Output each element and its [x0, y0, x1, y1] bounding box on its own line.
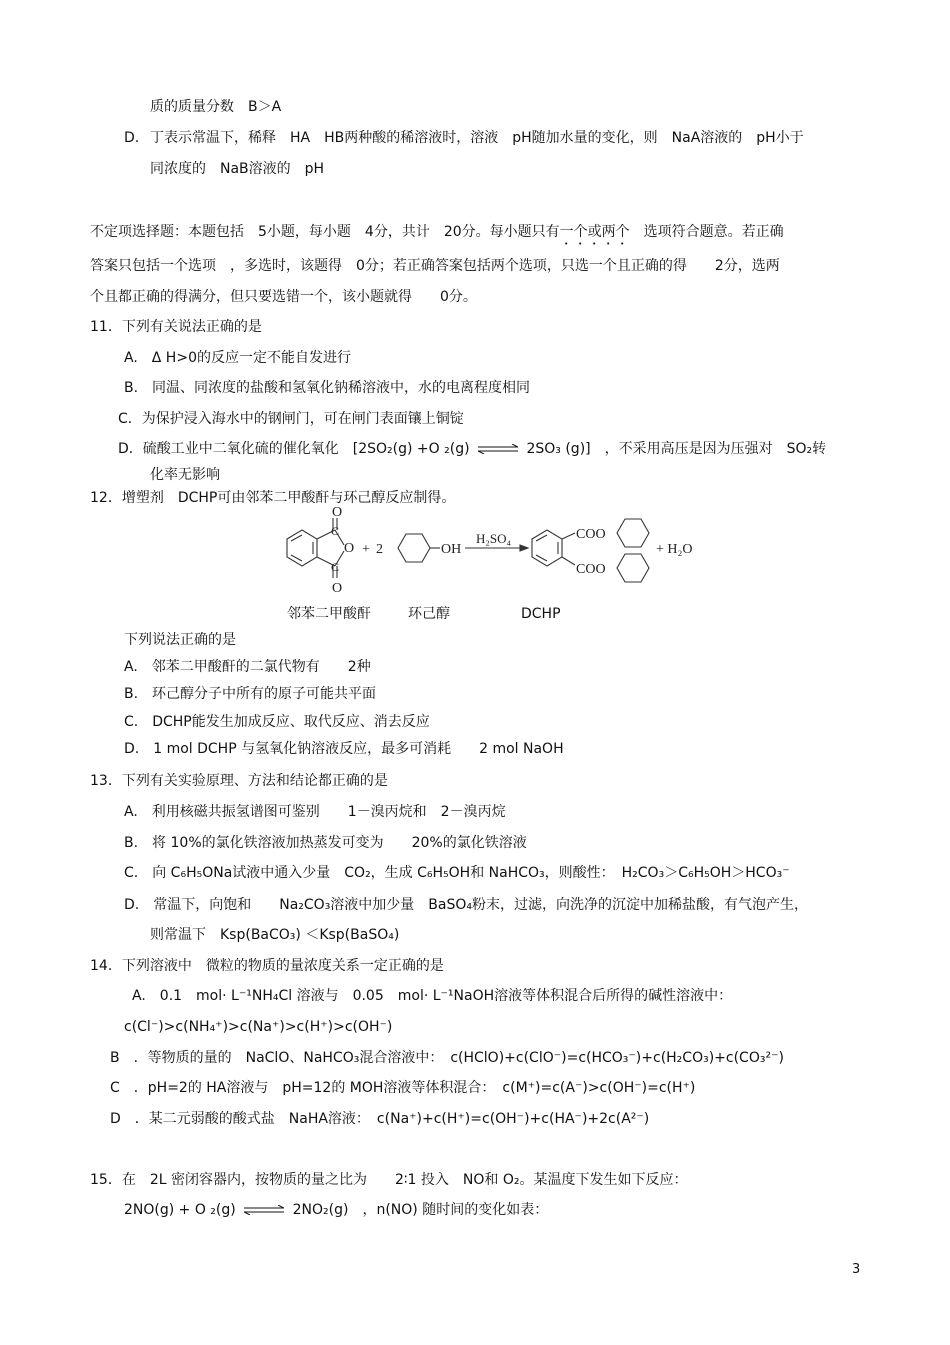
- prev-option-d-line2: 同浓度的 NaB溶液的 pH: [150, 161, 325, 177]
- q11-stem: 11．下列有关说法正确的是: [90, 319, 262, 335]
- q12-stem: 12．增塑剂 DCHP可由邻苯二甲酸酐与环己醇反应制得。: [90, 490, 456, 506]
- q11-option-a: A. Δ H>0的反应一定不能自发进行: [124, 350, 351, 366]
- q13-option-d-line2: 则常温下 Ksp(BaCO₃) ＜Ksp(BaSO₄): [150, 927, 400, 943]
- q13-option-d-line1: D. 常温下，向饱和 Na₂CO₃溶液中加少量 BaSO₄粉末，过滤，向洗净的沉淀中加稀盐酸，有气泡产生，: [124, 897, 809, 913]
- carbonyl-c-top: C: [331, 524, 340, 538]
- q15-eq-text-a: 2NO(g) + O ₂(g): [124, 1202, 236, 1218]
- label-anhydride: 邻苯二甲酸酐: [287, 606, 371, 622]
- ring-oxygen: O: [344, 541, 355, 556]
- instructions-emphasis: 一个或两个: [559, 224, 630, 240]
- carbonyl-c-bottom: C: [331, 560, 340, 574]
- instructions-line1: [90, 223, 784, 248]
- hydroxyl-group: OH: [441, 542, 462, 557]
- q15-eq-text-b: 2NO₂(g) ，n(NO) 随时间的变化如表：: [292, 1202, 549, 1218]
- ester-group-bottom: COO: [576, 562, 606, 577]
- instructions-line3: 个且都正确的得满分，但只要选错一个，该小题就得 0分。: [90, 289, 477, 305]
- q13-stem: 13．下列有关实验原理、方法和结论都正确的是: [90, 773, 388, 789]
- q13-option-a: A. 利用核磁共振氢谱图可鉴别 1－溴丙烷和 2－溴丙烷: [124, 804, 506, 820]
- q14-stem: 14．下列溶液中 微粒的物质的量浓度关系一定正确的是: [90, 958, 444, 974]
- q12-option-a: A. 邻苯二甲酸酐的二氯代物有 2种: [124, 659, 371, 675]
- q12-option-c: C. DCHP能发生加成反应、取代反应、消去反应: [124, 714, 430, 730]
- q14-option-b: B ．等物质的量的 NaClO、NaHCO₃混合溶液中： c(HClO)+c(ClO⁻)=c(HCO₃⁻)+c(H₂CO₃)+c(CO₃²⁻): [110, 1050, 784, 1066]
- q13-option-b: B. 将 10%的氯化铁溶液加热蒸发可变为 20%的氯化铁溶液: [124, 835, 527, 851]
- q12-sub-stem: 下列说法正确的是: [124, 632, 236, 648]
- q11-option-b: B. 同温、同浓度的盐酸和氢氧化钠稀溶液中，水的电离程度相同: [124, 380, 531, 396]
- label-product: DCHP: [521, 606, 561, 622]
- instructions-text-a: 不定项选择题：本题包括 5小题，每小题 4分，共计 20分。每小题只有: [90, 224, 560, 240]
- coefficient: 2: [376, 542, 383, 557]
- q14-option-d: D ．某二元弱酸的酸式盐 NaHA溶液： c(Na⁺)+c(H⁺)=c(OH⁻)+c(HA⁻)+2c(A²⁻): [110, 1111, 650, 1127]
- q11-option-d: [118, 440, 826, 458]
- q14-option-c: C ．pH=2的 HA溶液与 pH=12的 MOH溶液等体积混合： c(M⁺)=c(A⁻)>c(OH⁻)=c(H⁺): [110, 1080, 696, 1096]
- prev-option-c-line2: 质的质量分数 B＞A: [150, 99, 282, 115]
- instructions-text-b: 选项符合题意。若正确: [629, 224, 784, 240]
- equilibrium-arrow-icon: [478, 444, 518, 454]
- q11-d-text-b: 2SO₃ (g)] ，不采用高压是因为压强对 SO₂转: [526, 441, 827, 457]
- prev-option-d-label: D.: [124, 130, 140, 146]
- q15-stem: 15．在 2L 密闭容器内，按物质的量之比为 2∶1 投入 NO和 O₂。某温度下发生如下反应：: [90, 1172, 688, 1188]
- q14-option-a-line1: A. 0.1 mol· L⁻¹NH₄Cl 溶液与 0.05 mol· L⁻¹NaOH溶液等体积混合后所得的碱性溶液中：: [132, 988, 733, 1004]
- q12-option-d: D. 1 mol DCHP 与氢氧化钠溶液反应，最多可消耗 2 mol NaOH: [124, 741, 564, 757]
- ester-group-top: COO: [576, 527, 606, 542]
- prev-option-d-line1: 丁表示常温下，稀释 HA HB两种酸的稀溶液时，溶液 pH随加水量的变化，则 NaA溶液的 pH小于: [150, 130, 804, 146]
- equilibrium-arrow-icon: [244, 1205, 284, 1215]
- label-alcohol: 环己醇: [408, 606, 450, 622]
- q11-d-text-a: D．硫酸工业中二氧化硫的催化氧化 [2SO₂(g) +O ₂(g): [118, 441, 470, 457]
- catalyst-label: H₂SO₄: [476, 531, 512, 546]
- plus-sign: +: [362, 542, 370, 557]
- instructions-line2: 答案只包括一个选项 ，多选时，该题得 0分；若正确答案包括两个选项，只选一个且正确的得 2分，选两: [90, 258, 780, 274]
- water-product: + H₂O: [656, 542, 693, 557]
- page-number: 3: [852, 1262, 861, 1277]
- q15-equation: [124, 1201, 548, 1219]
- carbonyl-o-top: O: [331, 505, 343, 520]
- q11-option-d-line2: 化率无影响: [150, 467, 220, 483]
- q14-option-a-line2: c(Cl⁻)>c(NH₄⁺)>c(Na⁺)>c(H⁺)>c(OH⁻): [124, 1019, 393, 1035]
- q13-option-c: C. 向 C₆H₅ONa试液中通入少量 CO₂，生成 C₆H₅OH和 NaHCO₃，则酸性： H₂CO₃＞C₆H₅OH＞HCO₃⁻: [124, 865, 790, 881]
- carbonyl-o-bottom: O: [331, 581, 343, 596]
- q12-option-b: B. 环己醇分子中所有的原子可能共平面: [124, 686, 377, 702]
- dchp-reaction-scheme: [280, 505, 710, 600]
- q11-option-c: C．为保护浸入海水中的钢闸门，可在闸门表面镶上铜锭: [118, 411, 464, 427]
